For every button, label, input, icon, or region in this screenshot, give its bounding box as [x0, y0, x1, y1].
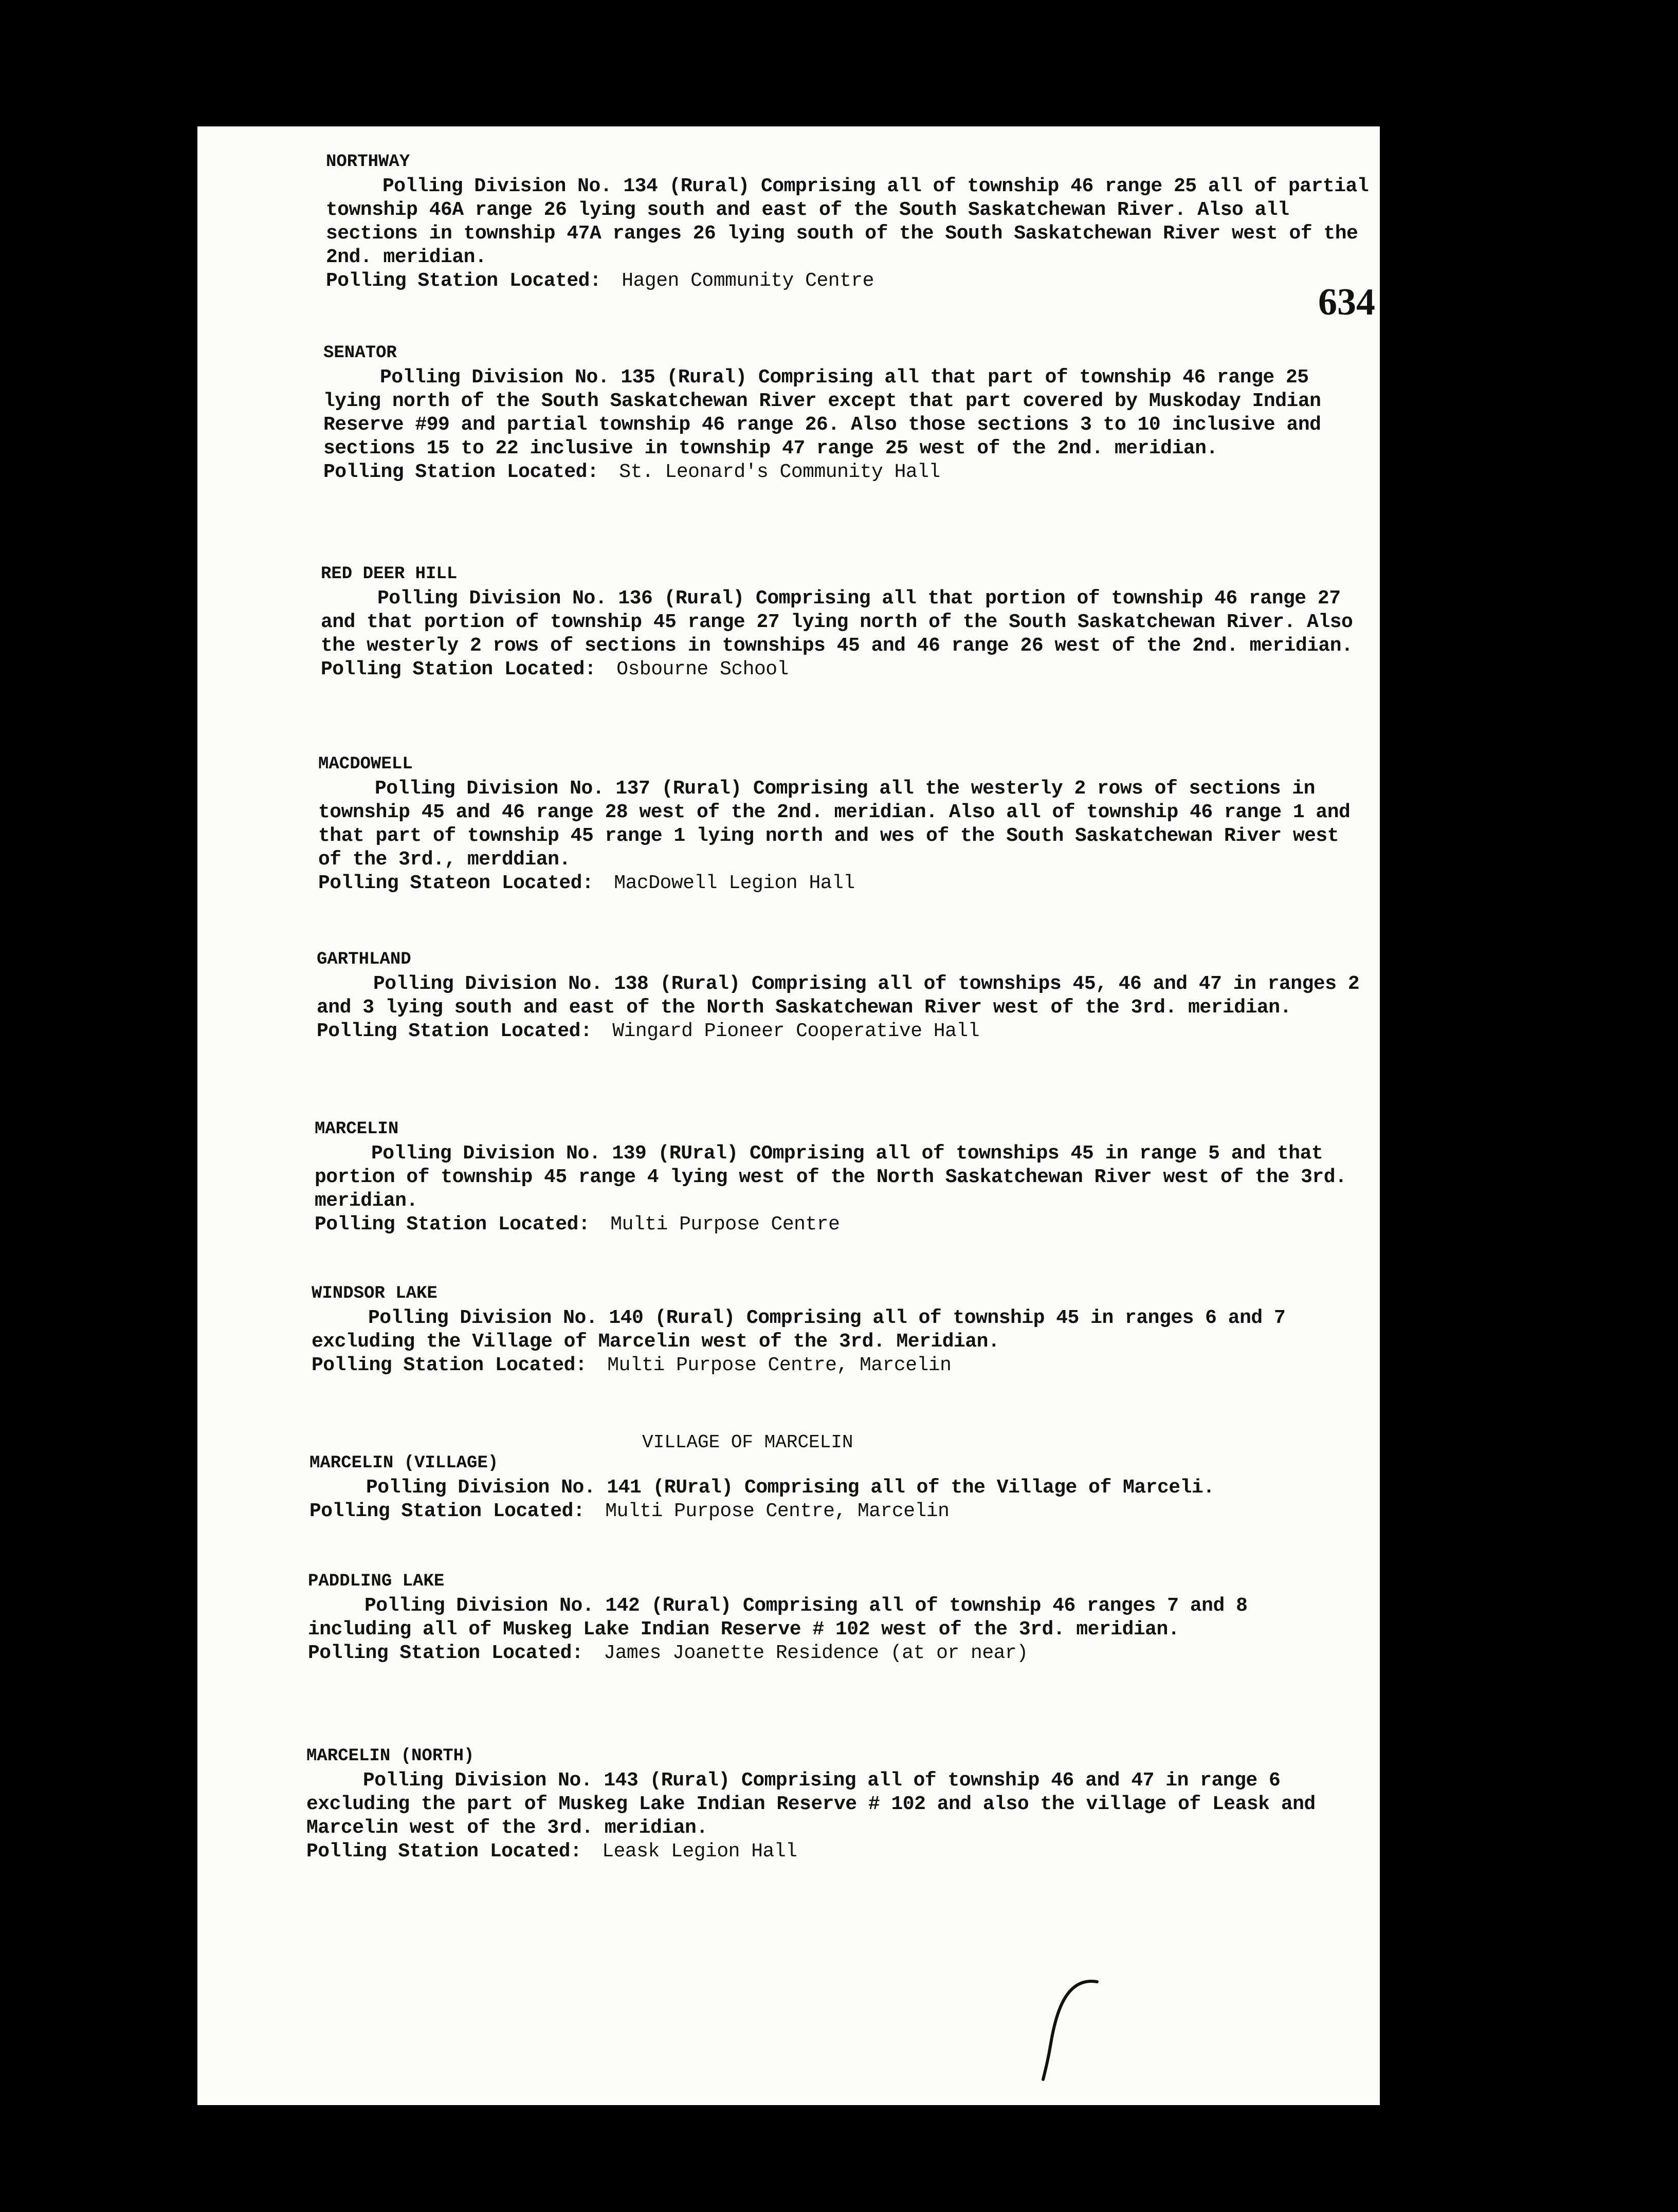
- polling-station: [318, 872, 1372, 895]
- section-name: GARTHLAND: [317, 950, 411, 969]
- station-location: Hagen Community Centre: [622, 270, 874, 292]
- division-description: Polling Division No. 136 (Rural) Comprising all that portion of township 46 range 27 and that portion of township 45 range 27 lying north of the South Saskatchewan River. Also the westerly 2 rows of sections in townships 45 and 46 range 26 west of the 2nd. meridian.: [321, 587, 1353, 657]
- page-number: 634: [1318, 281, 1375, 323]
- station-location: Multi Purpose Centre, Marcelin: [607, 1354, 952, 1376]
- station-location: Leask Legion Hall: [602, 1840, 797, 1863]
- section-marcelin-village: [309, 1452, 1363, 1523]
- station-label: Polling Station Located:: [321, 658, 596, 680]
- section-name: MARCELIN: [315, 1119, 399, 1139]
- station-label: Polling Station Located:: [312, 1354, 587, 1376]
- polling-station: [326, 269, 1380, 293]
- polling-station: [323, 460, 1377, 484]
- polling-station: [306, 1840, 1360, 1864]
- station-label: Polling Station Located:: [308, 1642, 583, 1664]
- section-senator: [323, 342, 1377, 484]
- section-garthland: [317, 949, 1371, 1043]
- section-name: PADDLING LAKE: [308, 1572, 445, 1591]
- document-page: [197, 126, 1380, 2105]
- polling-station: [312, 1354, 1365, 1377]
- station-location: Wingard Pioneer Cooperative Hall: [612, 1020, 980, 1042]
- section-name: RED DEER HILL: [321, 564, 458, 584]
- section-northway: [326, 151, 1380, 293]
- section-marcelin: [315, 1118, 1369, 1237]
- polling-station: [315, 1213, 1369, 1237]
- section-name: MARCELIN (NORTH): [306, 1746, 475, 1766]
- division-description: Polling Division No. 137 (Rural) Comprising all the westerly 2 rows of sections in township 45 and 46 range 28 west of the 2nd. meridian. Also all of township 46 range 1 and that part of township 45 range 1 lying north and wes of the South Saskatchewan River west of the 3rd., merddian.: [318, 778, 1351, 871]
- station-location: Multi Purpose Centre: [610, 1213, 840, 1236]
- section-red-deer-hill: [321, 563, 1375, 681]
- division-description: Polling Division No. 140 (Rural) Comprising all of township 45 in ranges 6 and 7 excluding the Village of Marcelin west of the 3rd. Meridian.: [312, 1307, 1286, 1353]
- division-description: Polling Division No. 143 (Rural) Comprising all of township 46 and 47 in range 6 excluding the part of Muskeg Lake Indian Reserve # 102 and also the village of Leask and Marcelin west of the 3rd. meridian.: [306, 1769, 1316, 1839]
- station-location: Multi Purpose Centre, Marcelin: [605, 1500, 950, 1522]
- section-name: MARCELIN (VILLAGE): [309, 1453, 499, 1473]
- division-description: Polling Division No. 141 (RUral) Comprising all of the Village of Marceli.: [366, 1477, 1215, 1499]
- station-label: Polling Station Located:: [317, 1020, 592, 1042]
- division-description: Polling Division No. 142 (Rural) Comprising all of township 46 ranges 7 and 8 including all of Muskeg Lake Indian Reserve # 102 west of the 3rd. meridian.: [308, 1595, 1248, 1640]
- division-description: Polling Division No. 139 (RUral) COmprising all of townships 45 in range 5 and that portion of township 45 range 4 lying west of the North Saskatchewan River west of the 3rd. meridian.: [315, 1142, 1347, 1212]
- division-description: Polling Division No. 138 (Rural) Comprising all of townships 45, 46 and 47 in ranges 2 and 3 lying south and east of the North Saskatchewan River west of the 3rd. meridian.: [317, 973, 1360, 1019]
- station-label: Polling Station Located:: [326, 270, 601, 292]
- section-macdowell: [318, 753, 1372, 895]
- polling-station: [321, 658, 1375, 681]
- division-description: Polling Division No. 134 (Rural) Comprising all of township 46 range 25 all of partial township 46A range 26 lying south and east of the South Saskatchewan River. Also all sections in township 47A ranges 26 lying south of the South Saskatchewan River west of the 2nd. meridian.: [326, 175, 1369, 268]
- polling-station: [308, 1642, 1362, 1665]
- section-name: MACDOWELL: [318, 754, 413, 774]
- section-marcelin-north: [306, 1745, 1360, 1864]
- section-paddling-lake: [308, 1571, 1362, 1665]
- section-name: WINDSOR LAKE: [312, 1284, 437, 1303]
- station-location: James Joanette Residence (at or near): [604, 1642, 1028, 1664]
- station-label: Polling Station Located:: [315, 1213, 590, 1236]
- station-label: Polling Station Located:: [323, 461, 599, 483]
- section-name: SENATOR: [323, 343, 397, 363]
- station-location: St. Leonard's Community Hall: [619, 461, 940, 483]
- section-name: NORTHWAY: [326, 152, 410, 172]
- station-location: Osbourne School: [616, 658, 789, 680]
- station-label: Polling Stateon Located:: [318, 872, 594, 894]
- section-windsor-lake: [312, 1283, 1365, 1377]
- station-location: MacDowell Legion Hall: [614, 872, 855, 894]
- village-heading: VILLAGE OF MARCELIN: [642, 1432, 853, 1453]
- station-label: Polling Station Located:: [309, 1500, 585, 1522]
- polling-station: [317, 1020, 1371, 1043]
- division-description: Polling Division No. 135 (Rural) Comprising all that part of township 46 range 25 lying north of the South Saskatchewan River except that part covered by Muskoday Indian Reserve #99 and partial township 46 range 26. Also those sections 3 to 10 inclusive and sections 15 to 22 inclusive in township 47 range 25 west of the 2nd. meridian.: [323, 366, 1321, 459]
- polling-station: [309, 1500, 1363, 1523]
- handwritten-mark: [1035, 1971, 1107, 2085]
- station-label: Polling Station Located:: [306, 1840, 582, 1863]
